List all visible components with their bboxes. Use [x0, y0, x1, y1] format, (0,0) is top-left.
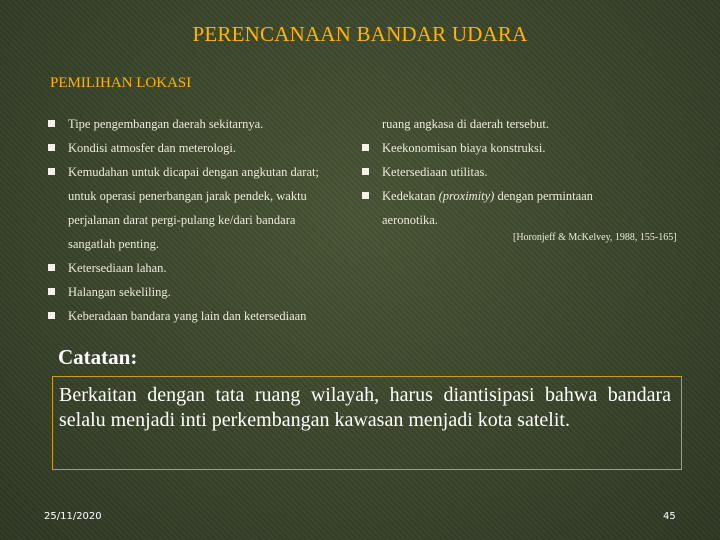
list-item-continuation: untuk operasi penerbangan jarak pendek, waktu [68, 189, 307, 203]
slide-title: PERENCANAAN BANDAR UDARA [192, 22, 528, 46]
list-item-text: Keekonomisan biaya konstruksi. [382, 141, 546, 155]
list-item [362, 160, 682, 184]
section-subtitle: PEMILIHAN LOKASI [50, 75, 192, 91]
slide-date: 25/11/2020 [44, 511, 102, 522]
left-bullet-list [48, 112, 368, 328]
list-item-continuation: sangatlah penting. [68, 237, 159, 251]
list-item-text-post: dengan permintaan [494, 189, 593, 203]
note-title: Catatan: [58, 345, 138, 369]
list-item-text-italic: (proximity) [438, 189, 495, 203]
list-item [48, 280, 368, 304]
list-item [48, 136, 368, 160]
note-box [52, 376, 682, 470]
square-bullet-icon [362, 192, 369, 199]
list-item [48, 256, 368, 280]
list-item-text: Halangan sekeliling. [68, 285, 171, 299]
square-bullet-icon [48, 120, 55, 127]
square-bullet-icon [362, 168, 369, 175]
square-bullet-icon [48, 312, 55, 319]
list-item-continuation: aeronotika. [382, 213, 438, 227]
square-bullet-icon [362, 144, 369, 151]
list-item-text: Ketersediaan utilitas. [382, 165, 488, 179]
list-item-continuation: ruang angkasa di daerah tersebut. [382, 117, 549, 131]
list-item [362, 184, 682, 208]
citation-reference: [Horonjeff & McKelvey, 1988, 155-165] [513, 232, 677, 243]
list-item [48, 304, 368, 328]
list-item [48, 160, 368, 184]
list-item-text: Keberadaan bandara yang lain dan ketersediaan [68, 309, 307, 323]
list-item-text-pre: Kedekatan [382, 189, 439, 203]
list-item-text: Tipe pengembangan daerah sekitarnya. [68, 117, 264, 131]
list-item-text: Kemudahan untuk dicapai dengan angkutan darat; [68, 165, 319, 179]
right-bullet-list [362, 112, 682, 232]
list-item-text: Ketersediaan lahan. [68, 261, 167, 275]
note-body: Berkaitan dengan tata ruang wilayah, harus diantisipasi bahwa bandara selalu menjadi inti perkembangan kawasan menjadi kota satelit. [59, 384, 671, 431]
list-item [362, 136, 682, 160]
square-bullet-icon [48, 288, 55, 295]
square-bullet-icon [48, 168, 55, 175]
list-item-text: Kondisi atmosfer dan meterologi. [68, 141, 237, 155]
square-bullet-icon [48, 264, 55, 271]
list-item-continuation: perjalanan darat pergi-pulang ke/dari bandara [68, 213, 296, 227]
square-bullet-icon [48, 144, 55, 151]
page-number: 45 [663, 511, 676, 522]
list-item [48, 112, 368, 136]
